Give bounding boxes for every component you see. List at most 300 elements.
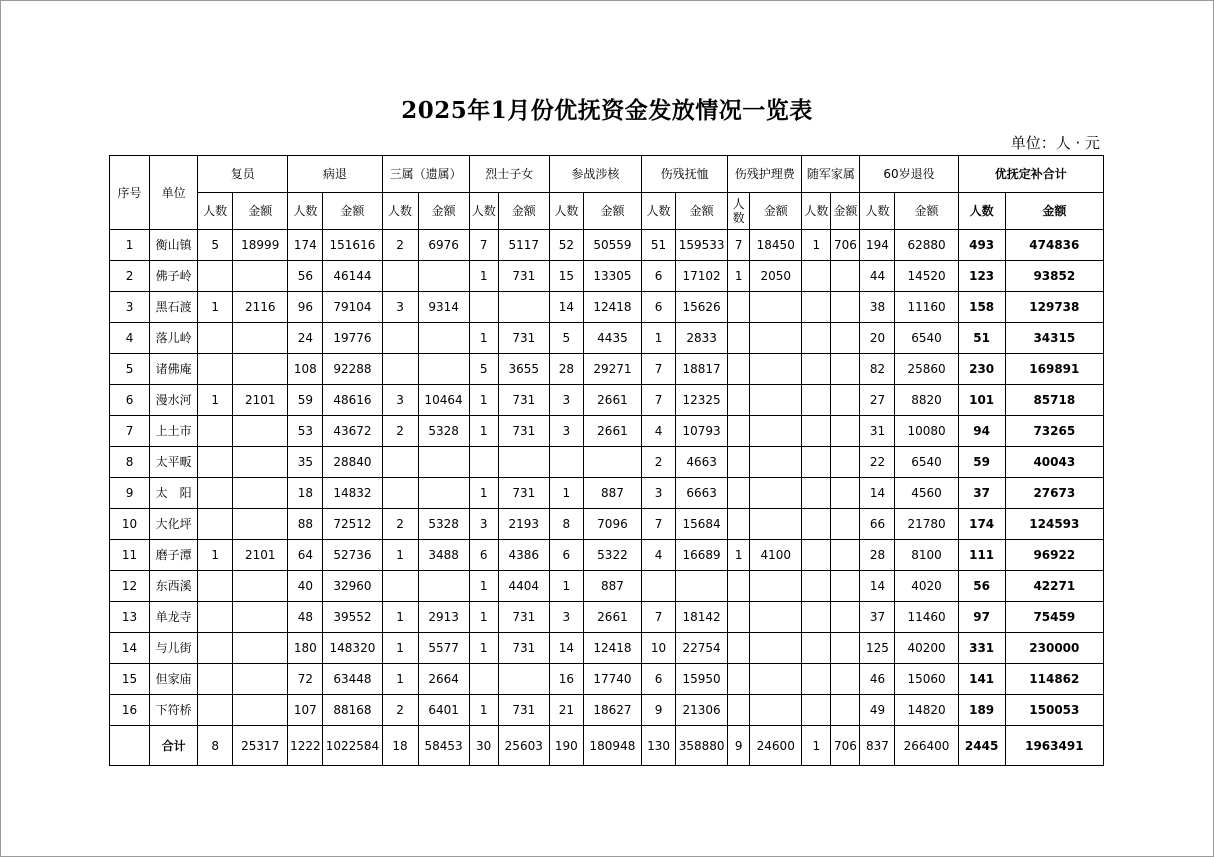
table-cell: 101	[958, 385, 1005, 416]
table-cell	[728, 602, 750, 633]
table-cell	[802, 509, 831, 540]
table-cell: 43672	[323, 416, 382, 447]
row-unit-name: 东西溪	[150, 571, 198, 602]
table-cell: 7	[642, 509, 676, 540]
table-cell	[750, 323, 802, 354]
table-cell: 887	[583, 478, 641, 509]
table-cell: 2661	[583, 416, 641, 447]
table-cell	[831, 571, 860, 602]
table-cell: 6976	[418, 230, 469, 261]
total-cell: 24600	[750, 726, 802, 766]
table-cell	[198, 571, 233, 602]
table-cell	[382, 478, 418, 509]
table-cell: 5328	[418, 416, 469, 447]
table-cell: 7096	[583, 509, 641, 540]
total-label: 合计	[150, 726, 198, 766]
table-cell: 5322	[583, 540, 641, 571]
table-cell: 66	[860, 509, 895, 540]
table-cell	[831, 261, 860, 292]
table-cell: 3655	[498, 354, 549, 385]
total-index-blank	[110, 726, 150, 766]
table-cell: 85718	[1005, 385, 1103, 416]
table-cell	[418, 447, 469, 478]
row-index: 9	[110, 478, 150, 509]
total-cell: 1022584	[323, 726, 382, 766]
table-cell: 8820	[895, 385, 958, 416]
subheader-count: 人数	[288, 193, 323, 230]
table-cell: 53	[288, 416, 323, 447]
table-cell	[233, 571, 288, 602]
table-cell	[831, 323, 860, 354]
header-group-suijun: 随军家属	[802, 156, 860, 193]
table-cell: 27	[860, 385, 895, 416]
table-cell	[750, 416, 802, 447]
table-cell	[676, 571, 728, 602]
table-cell: 14	[860, 571, 895, 602]
table-cell: 1	[469, 602, 498, 633]
row-index: 11	[110, 540, 150, 571]
table-cell: 158	[958, 292, 1005, 323]
table-cell: 2661	[583, 385, 641, 416]
table-row	[110, 509, 1104, 540]
header-group-shangcan: 伤残抚恤	[642, 156, 728, 193]
table-cell	[382, 447, 418, 478]
table-row	[110, 323, 1104, 354]
table-cell: 17740	[583, 664, 641, 695]
table-cell: 5328	[418, 509, 469, 540]
table-cell: 3	[642, 478, 676, 509]
table-cell: 59	[288, 385, 323, 416]
table-cell: 1	[549, 478, 583, 509]
table-cell	[802, 664, 831, 695]
table-cell	[642, 571, 676, 602]
table-cell: 73265	[1005, 416, 1103, 447]
table-cell	[728, 292, 750, 323]
table-cell: 2	[642, 447, 676, 478]
table-cell: 34315	[1005, 323, 1103, 354]
table-cell	[198, 354, 233, 385]
table-cell: 174	[958, 509, 1005, 540]
table-cell: 4100	[750, 540, 802, 571]
table-cell: 72512	[323, 509, 382, 540]
table-cell: 6	[549, 540, 583, 571]
table-cell: 46144	[323, 261, 382, 292]
table-cell: 108	[288, 354, 323, 385]
table-cell: 731	[498, 323, 549, 354]
table-cell	[802, 695, 831, 726]
header-group-tuiyi: 60岁退役	[860, 156, 958, 193]
subheader-count: 人数	[802, 193, 831, 230]
table-cell: 9	[642, 695, 676, 726]
table-cell: 88	[288, 509, 323, 540]
table-cell	[198, 261, 233, 292]
table-cell: 56	[288, 261, 323, 292]
table-cell: 6	[642, 292, 676, 323]
subheader-count: 人数	[549, 193, 583, 230]
table-cell: 10793	[676, 416, 728, 447]
table-cell	[750, 633, 802, 664]
table-cell: 52	[549, 230, 583, 261]
table-cell	[233, 416, 288, 447]
table-cell	[728, 447, 750, 478]
table-cell: 19776	[323, 323, 382, 354]
table-cell: 32960	[323, 571, 382, 602]
table-cell: 63448	[323, 664, 382, 695]
table-cell: 6	[469, 540, 498, 571]
table-cell: 6401	[418, 695, 469, 726]
row-unit-name: 单龙寺	[150, 602, 198, 633]
table-cell: 169891	[1005, 354, 1103, 385]
table-cell	[418, 261, 469, 292]
table-cell	[728, 664, 750, 695]
row-unit-name: 但家庙	[150, 664, 198, 695]
table-cell	[498, 292, 549, 323]
header-group-lieshi: 烈士子女	[469, 156, 549, 193]
table-cell: 230	[958, 354, 1005, 385]
table-cell: 79104	[323, 292, 382, 323]
table-cell	[233, 633, 288, 664]
table-cell: 3	[382, 292, 418, 323]
table-cell: 18450	[750, 230, 802, 261]
table-cell	[728, 478, 750, 509]
table-cell	[750, 695, 802, 726]
table-cell	[728, 571, 750, 602]
subheader-count: 人数	[469, 193, 498, 230]
table-cell: 151616	[323, 230, 382, 261]
table-cell: 15684	[676, 509, 728, 540]
table-cell	[198, 323, 233, 354]
table-cell: 13305	[583, 261, 641, 292]
table-cell: 1	[469, 478, 498, 509]
table-cell	[831, 292, 860, 323]
table-cell: 88168	[323, 695, 382, 726]
table-cell	[750, 509, 802, 540]
table-cell	[583, 447, 641, 478]
total-cell: 358880	[676, 726, 728, 766]
table-cell: 331	[958, 633, 1005, 664]
table-cell: 731	[498, 695, 549, 726]
table-cell: 1	[549, 571, 583, 602]
table-cell: 20	[860, 323, 895, 354]
table-cell: 40200	[895, 633, 958, 664]
table-cell: 1	[469, 323, 498, 354]
table-cell: 82	[860, 354, 895, 385]
table-cell	[831, 478, 860, 509]
table-cell: 29271	[583, 354, 641, 385]
row-index: 13	[110, 602, 150, 633]
table-cell: 37	[958, 478, 1005, 509]
table-cell: 18999	[233, 230, 288, 261]
table-cell	[728, 695, 750, 726]
table-cell: 3	[549, 385, 583, 416]
total-cell: 9	[728, 726, 750, 766]
table-cell: 1	[728, 540, 750, 571]
table-cell: 21	[549, 695, 583, 726]
table-cell	[469, 292, 498, 323]
table-cell: 5577	[418, 633, 469, 664]
table-cell: 28	[860, 540, 895, 571]
table-cell	[233, 354, 288, 385]
total-cell: 266400	[895, 726, 958, 766]
table-cell	[802, 385, 831, 416]
subheader-amount: 金额	[750, 193, 802, 230]
table-cell: 1	[469, 695, 498, 726]
table-cell	[831, 385, 860, 416]
total-cell: 837	[860, 726, 895, 766]
table-cell	[831, 695, 860, 726]
table-row	[110, 478, 1104, 509]
table-cell: 1	[469, 416, 498, 447]
total-cell: 25603	[498, 726, 549, 766]
table-cell: 1	[642, 323, 676, 354]
header-index: 序号	[110, 156, 150, 230]
table-cell: 1	[198, 385, 233, 416]
row-unit-name: 下符桥	[150, 695, 198, 726]
table-cell: 731	[498, 633, 549, 664]
table-cell	[382, 261, 418, 292]
table-cell	[831, 447, 860, 478]
table-row	[110, 292, 1104, 323]
table-cell	[233, 323, 288, 354]
subsidy-table	[109, 155, 1104, 766]
table-row	[110, 602, 1104, 633]
table-row	[110, 447, 1104, 478]
table-cell: 148320	[323, 633, 382, 664]
table-cell: 28840	[323, 447, 382, 478]
table-cell: 1	[469, 571, 498, 602]
table-cell	[802, 416, 831, 447]
table-cell: 1	[728, 261, 750, 292]
row-index: 3	[110, 292, 150, 323]
row-unit-name: 诸佛庵	[150, 354, 198, 385]
table-row	[110, 230, 1104, 261]
table-cell: 4663	[676, 447, 728, 478]
table-cell: 10464	[418, 385, 469, 416]
table-cell: 731	[498, 385, 549, 416]
table-cell: 10	[642, 633, 676, 664]
subheader-amount: 金额	[583, 193, 641, 230]
total-row	[110, 726, 1104, 766]
table-cell: 4386	[498, 540, 549, 571]
table-cell	[802, 323, 831, 354]
table-cell: 40	[288, 571, 323, 602]
header-group-bingtui: 病退	[288, 156, 382, 193]
row-unit-name: 大化坪	[150, 509, 198, 540]
table-cell: 10080	[895, 416, 958, 447]
table-cell: 129738	[1005, 292, 1103, 323]
subheader-amount: 金额	[895, 193, 958, 230]
table-cell: 4	[642, 416, 676, 447]
table-cell	[233, 261, 288, 292]
total-cell: 8	[198, 726, 233, 766]
table-cell: 14820	[895, 695, 958, 726]
table-cell: 4560	[895, 478, 958, 509]
table-cell	[831, 633, 860, 664]
table-cell: 2101	[233, 385, 288, 416]
table-cell: 38	[860, 292, 895, 323]
table-cell: 174	[288, 230, 323, 261]
total-cell: 706	[831, 726, 860, 766]
row-unit-name: 落儿岭	[150, 323, 198, 354]
table-cell: 1	[382, 540, 418, 571]
total-cell: 25317	[233, 726, 288, 766]
table-cell: 49	[860, 695, 895, 726]
table-cell: 56	[958, 571, 1005, 602]
table-cell	[418, 354, 469, 385]
table-cell: 75459	[1005, 602, 1103, 633]
table-cell	[498, 447, 549, 478]
table-cell	[802, 571, 831, 602]
table-cell: 2101	[233, 540, 288, 571]
table-cell	[831, 354, 860, 385]
table-cell: 194	[860, 230, 895, 261]
table-cell	[802, 354, 831, 385]
table-cell	[802, 633, 831, 664]
table-cell: 4435	[583, 323, 641, 354]
table-cell: 2	[382, 230, 418, 261]
row-unit-name: 磨子潭	[150, 540, 198, 571]
table-cell: 731	[498, 602, 549, 633]
table-cell: 1	[469, 385, 498, 416]
table-cell: 97	[958, 602, 1005, 633]
subheader-amount: 金额	[233, 193, 288, 230]
table-row	[110, 385, 1104, 416]
table-cell: 1	[198, 292, 233, 323]
table-cell: 14832	[323, 478, 382, 509]
table-cell	[728, 385, 750, 416]
table-cell: 96922	[1005, 540, 1103, 571]
table-cell: 6	[642, 261, 676, 292]
table-cell: 22	[860, 447, 895, 478]
table-cell	[802, 292, 831, 323]
table-cell: 31	[860, 416, 895, 447]
table-cell: 94	[958, 416, 1005, 447]
subheader-count: 人数	[198, 193, 233, 230]
table-cell: 28	[549, 354, 583, 385]
table-cell	[831, 540, 860, 571]
table-cell: 7	[642, 385, 676, 416]
table-cell	[198, 416, 233, 447]
table-cell: 12325	[676, 385, 728, 416]
table-cell: 1	[382, 664, 418, 695]
table-cell: 731	[498, 478, 549, 509]
table-cell: 24	[288, 323, 323, 354]
table-cell	[549, 447, 583, 478]
table-cell: 2	[382, 416, 418, 447]
table-cell: 14	[549, 633, 583, 664]
header-unit: 单位	[150, 156, 198, 230]
table-cell: 493	[958, 230, 1005, 261]
table-cell: 1	[382, 633, 418, 664]
table-cell: 3	[382, 385, 418, 416]
total-cell: 30	[469, 726, 498, 766]
total-cell: 2445	[958, 726, 1005, 766]
subheader-amount: 金额	[831, 193, 860, 230]
table-cell: 50559	[583, 230, 641, 261]
table-cell: 44	[860, 261, 895, 292]
table-cell: 62880	[895, 230, 958, 261]
table-cell: 124593	[1005, 509, 1103, 540]
table-cell: 9314	[418, 292, 469, 323]
table-cell: 15950	[676, 664, 728, 695]
table-cell: 15060	[895, 664, 958, 695]
total-cell: 1222	[288, 726, 323, 766]
table-cell: 39552	[323, 602, 382, 633]
table-cell: 7	[642, 602, 676, 633]
table-cell	[418, 571, 469, 602]
table-cell: 72	[288, 664, 323, 695]
table-cell: 92288	[323, 354, 382, 385]
table-cell: 474836	[1005, 230, 1103, 261]
table-cell: 51	[642, 230, 676, 261]
table-cell: 2	[382, 509, 418, 540]
table-cell: 2193	[498, 509, 549, 540]
table-cell: 1	[382, 602, 418, 633]
table-cell	[728, 633, 750, 664]
table-row	[110, 354, 1104, 385]
table-cell	[418, 478, 469, 509]
table-cell: 141	[958, 664, 1005, 695]
table-cell: 7	[728, 230, 750, 261]
table-cell: 2664	[418, 664, 469, 695]
table-cell: 8	[549, 509, 583, 540]
table-cell: 51	[958, 323, 1005, 354]
header-group-fuyuan: 复员	[198, 156, 288, 193]
table-cell	[750, 664, 802, 695]
table-cell: 3488	[418, 540, 469, 571]
table-cell	[831, 416, 860, 447]
table-cell: 5	[549, 323, 583, 354]
table-cell: 5117	[498, 230, 549, 261]
row-unit-name: 漫水河	[150, 385, 198, 416]
table-cell: 27673	[1005, 478, 1103, 509]
total-cell: 18	[382, 726, 418, 766]
table-cell: 14520	[895, 261, 958, 292]
row-unit-name: 与儿街	[150, 633, 198, 664]
table-cell: 17102	[676, 261, 728, 292]
header-row-subcolumns	[110, 193, 1104, 230]
table-cell: 16689	[676, 540, 728, 571]
total-cell: 190	[549, 726, 583, 766]
table-cell: 4	[642, 540, 676, 571]
table-cell: 59	[958, 447, 1005, 478]
table-cell: 96	[288, 292, 323, 323]
table-row	[110, 261, 1104, 292]
subheader-amount: 金额	[1005, 193, 1103, 230]
table-cell: 7	[469, 230, 498, 261]
table-cell	[233, 695, 288, 726]
table-cell	[233, 509, 288, 540]
table-cell: 48616	[323, 385, 382, 416]
table-cell	[802, 478, 831, 509]
table-cell: 16	[549, 664, 583, 695]
table-cell: 3	[469, 509, 498, 540]
table-cell	[750, 478, 802, 509]
table-cell: 150053	[1005, 695, 1103, 726]
table-cell: 12418	[583, 292, 641, 323]
row-unit-name: 上土市	[150, 416, 198, 447]
table-cell: 11160	[895, 292, 958, 323]
table-cell: 189	[958, 695, 1005, 726]
total-cell: 1963491	[1005, 726, 1103, 766]
table-cell	[382, 323, 418, 354]
row-index: 1	[110, 230, 150, 261]
table-cell: 21780	[895, 509, 958, 540]
table-cell	[750, 292, 802, 323]
table-cell	[233, 602, 288, 633]
subheader-count: 人数	[728, 193, 750, 230]
table-cell	[198, 509, 233, 540]
